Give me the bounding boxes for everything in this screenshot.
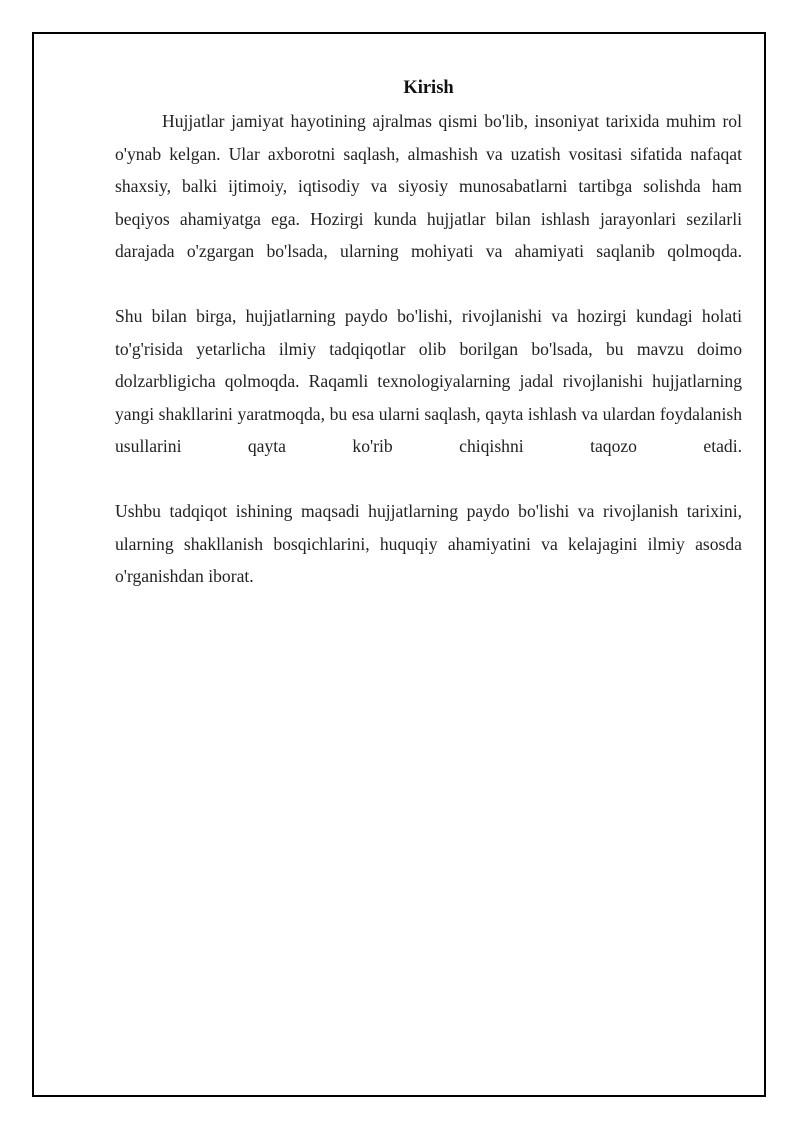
- paragraph-goal: Ushbu tadqiqot ishining maqsadi hujjatlarning paydo bo'lishi va rivojlanish tarixini, ularning shakllanish bosqichlarini, huquqiy ahamiyatini va kelajagini ilmiy asosda o'rganishdan iborat.: [115, 501, 742, 586]
- paragraph-spacer: [115, 463, 742, 496]
- document-body: [115, 75, 742, 593]
- paragraph-context: Shu bilan birga, hujjatlarning paydo bo'lishi, rivojlanishi va hozirgi kundagi holati to'g'risida yetarlicha ilmiy tadqiqotlar olib borilgan bo'lsada, bu mavzu doimo dolzarbligicha qolmoqda. Raqamli texnologiyalarning jadal rivojlanishi hujjatlarning yangi shakllarini yaratmoqda, bu esa ularni saqlash, qayta ishlash va ulardan foydalanish usullarini qayta ko'rib chiqishni taqozo etadi.: [115, 306, 742, 456]
- paragraph-spacer: [115, 268, 742, 301]
- paragraph-intro: Hujjatlar jamiyat hayotining ajralmas qismi bo'lib, insoniyat tarixida muhim rol o'ynab kelgan. Ular axborotni saqlash, almashish va uzatish vositasi sifatida nafaqat shaxsiy, balki ijtimoiy, iqtisodiy va siyosiy munosabatlarni tartibga solishda ham beqiyos ahamiyatga ega. Hozirgi kunda hujjatlar bilan ishlash jarayonlari sezilarli darajada o'zgargan bo'lsada, ularning mohiyati va ahamiyati saqlanib qolmoqda.: [115, 111, 742, 261]
- section-heading: Kirish: [403, 78, 454, 98]
